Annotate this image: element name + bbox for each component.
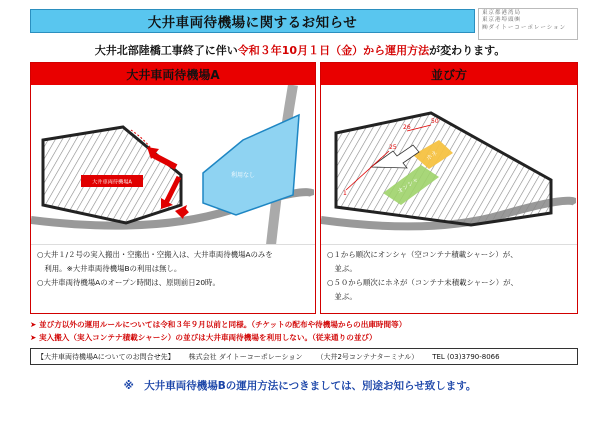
contact-box <box>30 348 578 365</box>
panel-waiting-area-a <box>30 62 316 314</box>
issuer-line: ㈱ダイトーコーポレーション <box>482 24 567 31</box>
map-a-figure <box>31 85 314 245</box>
note-line: 利用。※大井車両待機場Bの利用は無し。 <box>37 264 182 273</box>
panel-a-notes <box>31 245 315 293</box>
panel-b-notes <box>321 245 577 307</box>
title-bar <box>30 9 475 33</box>
panel-a-header <box>31 63 315 85</box>
note-line: ○１から順次にオンシャ（空コンテナ積載シャーシ）が、 <box>327 250 518 259</box>
footnote: ※ 大井車両待機場Bの運用方法につきましては、別途お知らせ致します。 <box>123 380 477 392</box>
rule-line: ➤ 並び方以外の運用ルールについては令和３年９月以前と同様。（チケットの配布や待機場からの出庫時間等） <box>30 320 407 329</box>
rule-line: ➤ 実入搬入（実入コンテナ積載シャーシ）の並びは大井車両待機場を利用しない。（従来通りの並び） <box>30 333 377 342</box>
panel-a-title: 大井車両待機場A <box>126 67 220 82</box>
contact-label: 【大井車両待機場Aについてのお問合せ先】 <box>37 352 175 361</box>
slot-number-25: 25 <box>389 144 397 151</box>
contact-company: 株式会社 ダイトーコーポレーション <box>188 352 303 361</box>
unused-area-label: 利用なし <box>230 172 256 179</box>
issuer-box <box>478 8 578 40</box>
lead-sentence <box>0 42 600 58</box>
lead-highlight: 令和３年10月１日（金）から運用方法 <box>237 44 430 57</box>
onsha-label: オンシャ <box>396 176 420 196</box>
slot-number-50: 50 <box>431 118 439 125</box>
map-b-figure <box>321 85 576 245</box>
page-title: 大井車両待機場に関するお知らせ <box>147 15 358 31</box>
hone-label: ホネ <box>425 149 440 163</box>
note-line: 並ぶ。 <box>327 292 357 301</box>
note-line: ○大井車両待機場Aのオープン時間は、原則前日20時。 <box>37 278 220 287</box>
map-area-b <box>321 85 577 245</box>
note-line: 並ぶ。 <box>327 264 357 273</box>
panel-b-header <box>321 63 577 85</box>
issuer-line: 東京港埠頭㈱ <box>482 17 522 24</box>
slot-number-26: 26 <box>403 124 411 131</box>
main-label: 大井車両待機場A <box>92 179 132 186</box>
contact-tel: TEL (03)3790-8066 <box>432 352 500 361</box>
lead-post: が変わります。 <box>429 44 506 57</box>
note-line: ○大井１/２号の実入搬出・空搬出・空搬入は、大井車両待機場Aのみを <box>37 250 273 259</box>
slot-number-1: 1 <box>343 190 347 197</box>
panel-queue-order <box>320 62 578 314</box>
contact-terminal: （大井2号コンテナターミナル） <box>316 352 419 361</box>
map-area-a <box>31 85 315 245</box>
note-line: ○５０から順次にホネが（コンテナ未積載シャーシ）が、 <box>327 278 518 287</box>
issuer-line: 東京都港湾局 <box>482 10 522 16</box>
panel-b-title: 並び方 <box>430 67 467 82</box>
lead-pre: 大井北部陸橋工事終了に伴い <box>94 44 238 57</box>
operation-rules <box>30 318 578 344</box>
